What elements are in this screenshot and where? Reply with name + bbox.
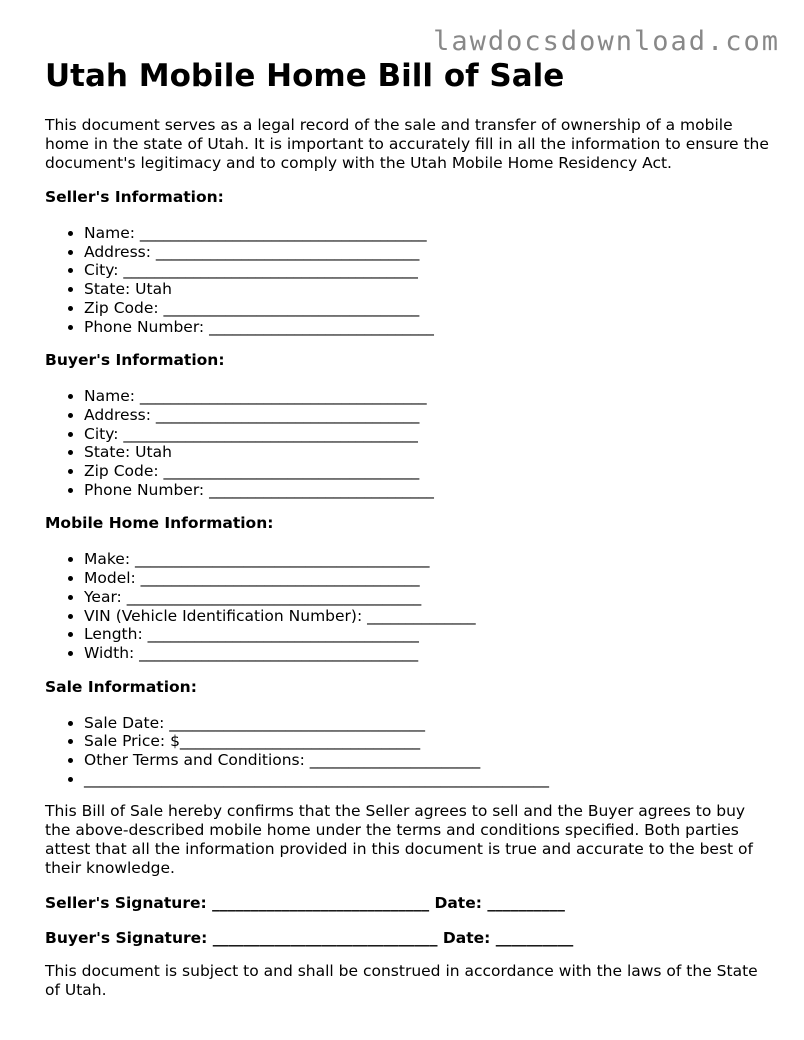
list-item: • VIN (Vehicle Identification Number): ______________ <box>84 607 770 626</box>
list-item: • City: ______________________________________ <box>84 425 770 444</box>
buyer-info-list <box>45 387 770 499</box>
page-title: Utah Mobile Home Bill of Sale <box>45 58 565 94</box>
list-item: • Other Terms and Conditions: ______________________ <box>84 751 770 770</box>
seller-info-list <box>45 224 770 336</box>
list-item: • Phone Number: _____________________________ <box>84 481 770 500</box>
list-item: • Sale Price: $_______________________________ <box>84 732 770 751</box>
list-item: • Phone Number: _____________________________ <box>84 318 770 337</box>
list-item: • State: Utah <box>84 280 770 299</box>
closing-paragraph: This Bill of Sale hereby confirms that the Seller agrees to sell and the Buyer agrees to buy the above-described mobile home under the terms and conditions specified. Both parties attest that all the information provided in this document is true and accurate to the best of their knowledge. <box>45 802 753 878</box>
list-item: • Model: ____________________________________ <box>84 569 770 588</box>
list-item: • State: Utah <box>84 443 770 462</box>
section-heading-mobile-home: Mobile Home Information: <box>45 514 274 533</box>
list-item: • Name: _____________________________________ <box>84 224 770 243</box>
list-item: • Sale Date: _________________________________ <box>84 714 770 733</box>
mobile-home-info-list <box>45 550 770 662</box>
document-body <box>45 56 770 1000</box>
list-item: • Make: ______________________________________ <box>84 550 770 569</box>
buyer-signature-line: Buyer's Signature: _____________________________ Date: __________ <box>45 929 574 948</box>
section-heading-buyer: Buyer's Information: <box>45 351 225 370</box>
section-heading-seller: Seller's Information: <box>45 188 224 206</box>
watermark: lawdocsdownload.com <box>433 26 780 57</box>
list-item: • Address: __________________________________ <box>84 243 770 262</box>
seller-signature-line: Seller's Signature: ____________________________ Date: __________ <box>45 894 565 913</box>
list-item: • ____________________________________________________________ <box>84 770 770 789</box>
list-item: • Width: ____________________________________ <box>84 644 770 663</box>
intro-paragraph: This document serves as a legal record of the sale and transfer of ownership of a mobile home in the state of Utah. It is important to accurately fill in all the information to ensure the document's legitimacy and to comply with the Utah Mobile Home Residency Act. <box>45 116 769 172</box>
sale-info-list <box>45 714 770 789</box>
section-heading-sale: Sale Information: <box>45 677 197 696</box>
list-item: • City: ______________________________________ <box>84 261 770 280</box>
list-item: • Zip Code: _________________________________ <box>84 299 770 318</box>
list-item: • Address: __________________________________ <box>84 406 770 425</box>
list-item: • Name: _____________________________________ <box>84 387 770 406</box>
list-item: • Year: ______________________________________ <box>84 588 770 607</box>
list-item: • Length: ___________________________________ <box>84 625 770 644</box>
list-item: • Zip Code: _________________________________ <box>84 462 770 481</box>
footer-paragraph: This document is subject to and shall be construed in accordance with the laws of the State of Utah. <box>45 962 758 1000</box>
